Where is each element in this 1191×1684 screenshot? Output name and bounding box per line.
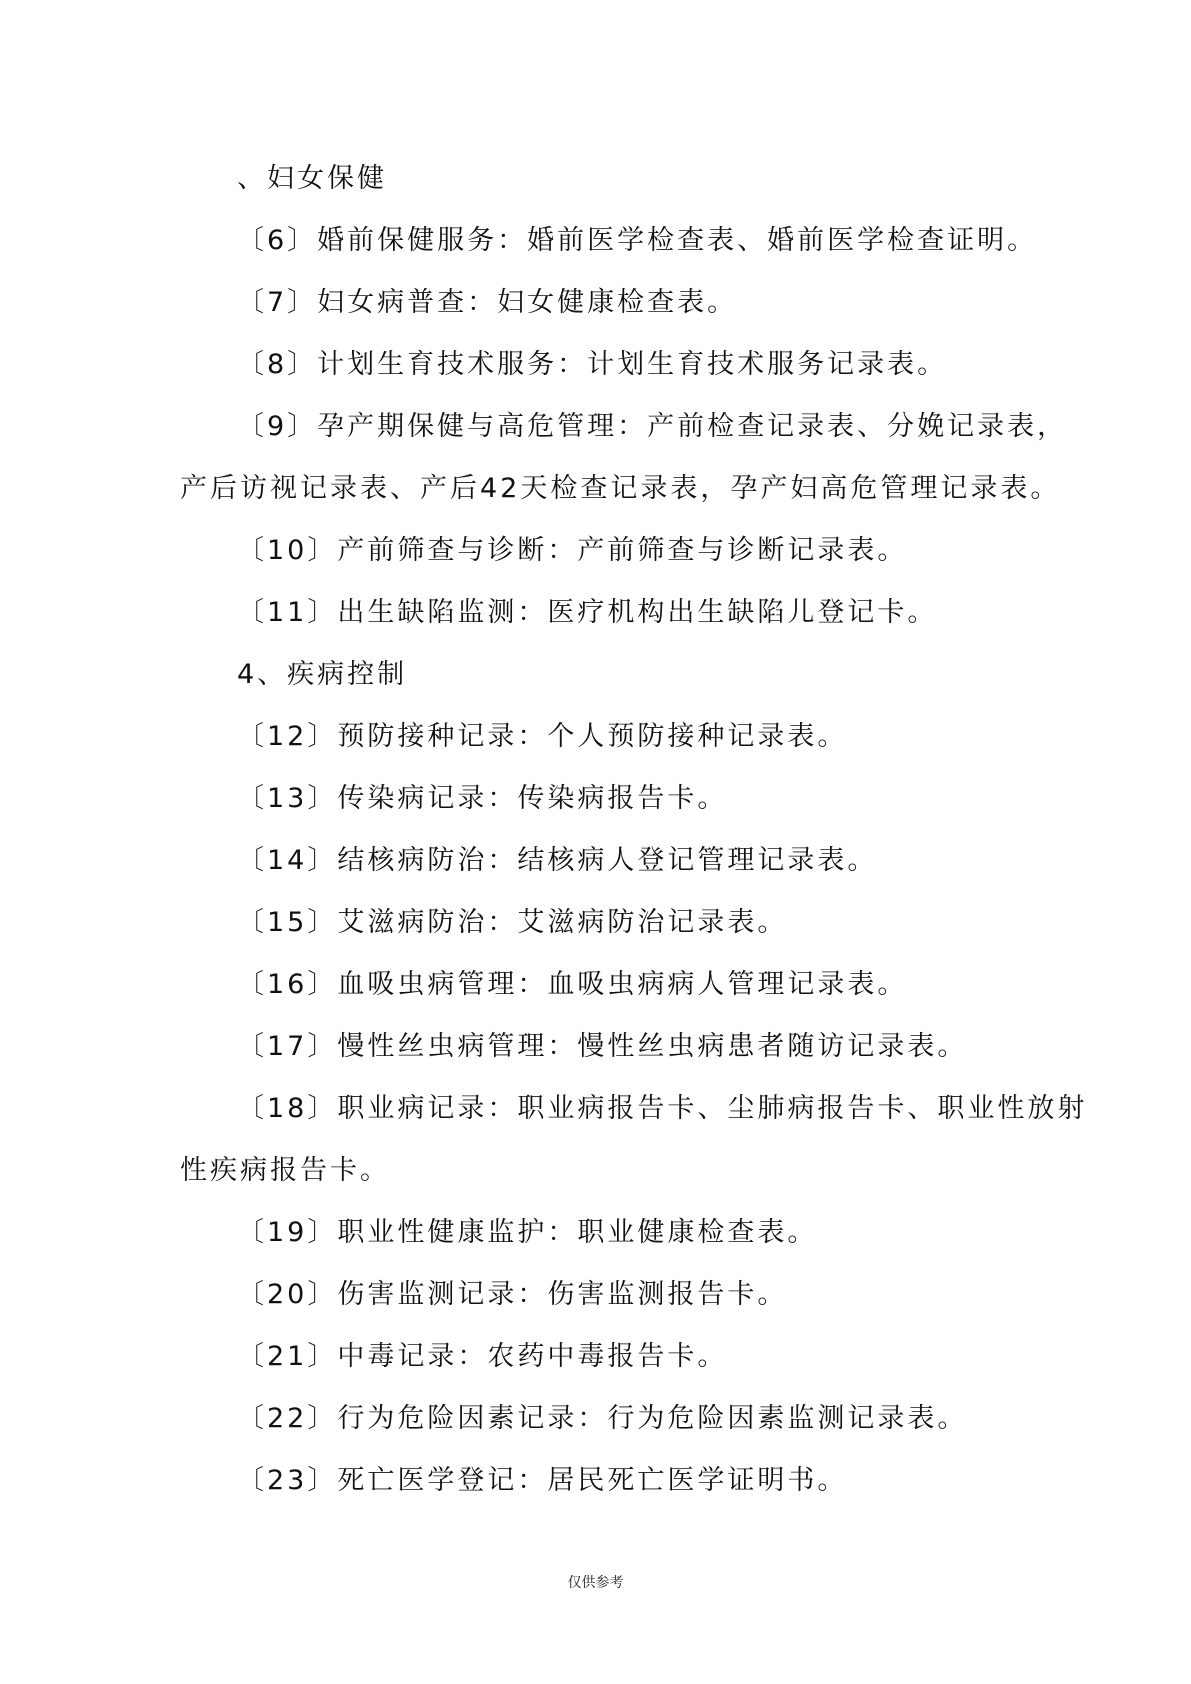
- body-line: 〔12〕预防接种记录：个人预防接种记录表。: [237, 721, 848, 752]
- page-footer: 仅供参考: [567, 1575, 624, 1591]
- body-line: 〔23〕死亡医学登记：居民死亡医学证明书。: [237, 1465, 848, 1496]
- body-line: 〔18〕职业病记录：职业病报告卡、尘肺病报告卡、职业性放射: [237, 1093, 1088, 1124]
- document-body: [180, 148, 1088, 1512]
- body-line: 〔7〕妇女病普查：妇女健康检查表。: [237, 287, 738, 318]
- body-line: 、妇女保健: [237, 163, 387, 194]
- body-line: 〔22〕行为危险因素记录：行为危险因素监测记录表。: [237, 1403, 968, 1434]
- body-line: 〔14〕结核病防治：结核病人登记管理记录表。: [237, 845, 878, 876]
- body-line: 〔8〕计划生育技术服务：计划生育技术服务记录表。: [237, 349, 948, 380]
- body-line: 〔9〕孕产期保健与高危管理：产前检查记录表、分娩记录表，: [237, 411, 1068, 442]
- body-line: 〔20〕伤害监测记录：伤害监测报告卡。: [237, 1279, 788, 1310]
- body-line: 〔16〕血吸虫病管理：血吸虫病病人管理记录表。: [237, 969, 908, 1000]
- body-line: 4、疾病控制: [237, 659, 408, 690]
- body-line: 〔21〕中毒记录：农药中毒报告卡。: [237, 1341, 728, 1372]
- body-line: 产后访视记录表、产后42天检查记录表，孕产妇高危管理记录表。: [180, 473, 1061, 504]
- body-line: 〔10〕产前筛查与诊断：产前筛查与诊断记录表。: [237, 535, 908, 566]
- body-line: 〔13〕传染病记录：传染病报告卡。: [237, 783, 728, 814]
- body-line: 〔17〕慢性丝虫病管理：慢性丝虫病患者随访记录表。: [237, 1031, 968, 1062]
- body-line: 〔15〕艾滋病防治：艾滋病防治记录表。: [237, 907, 788, 938]
- body-line: 性疾病报告卡。: [180, 1155, 390, 1186]
- body-line: 〔19〕职业性健康监护：职业健康检查表。: [237, 1217, 818, 1248]
- body-line: 〔11〕出生缺陷监测：医疗机构出生缺陷儿登记卡。: [237, 597, 938, 628]
- body-line: 〔6〕婚前保健服务：婚前医学检查表、婚前医学检查证明。: [237, 225, 1038, 256]
